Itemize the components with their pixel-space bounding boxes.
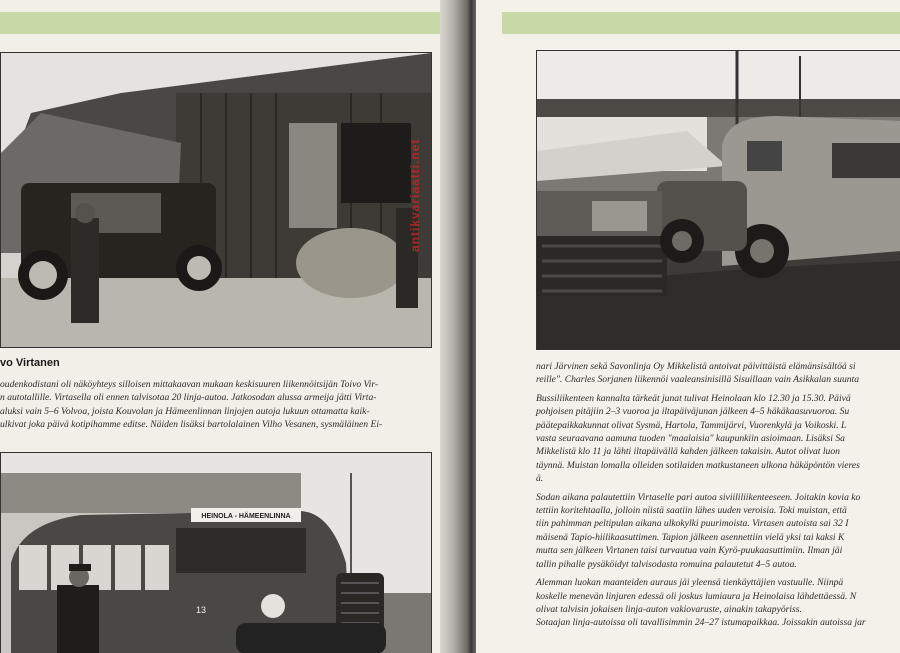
- text-line: reille". Charles Sorjanen liikennöi vaaleansinisillä Sisuillaan vain Asikkalan suunta: [536, 374, 859, 386]
- paragraph: [536, 576, 900, 630]
- header-band: [502, 12, 900, 34]
- text-line: tallin pihalle pysäköidyt talvisodasta romuina palautetut 4–5 autoa.: [536, 558, 797, 570]
- text-line: pohjoisen pitäjiin 2–3 vuoroa ja iltapäiväjunan jälkeen 4–5 häkäkaasuvuoroa. Su: [536, 406, 850, 418]
- bus-photo: [0, 452, 432, 653]
- text-line: Alemman luokan maanteiden auraus jäi yleensä tienkäyttäjien vastuulle. Niinpä: [536, 577, 844, 589]
- text-line: koskelle menevän linjuren edessä oli joskus lumiaura ja Heinolaisa lähdettäessä. N: [536, 590, 857, 602]
- right-page: [476, 0, 900, 653]
- text-line: Bussiliikenteen kannalta tärkeät junat tulivat Heinolaan klo 12.30 ja 15.30. Päivä: [536, 392, 851, 404]
- watermark: antikvariaatti.net: [408, 138, 422, 252]
- paragraph: [536, 491, 900, 571]
- bus-number: 13: [196, 605, 207, 615]
- text-line: n autotallille. Virtasella oli ennen talvisotaa 20 linja-autoa. Jatkosodan alussa armeija jätti Virta-: [0, 392, 377, 404]
- text-line: tettiin koritehtaalla, jolloin niistä saatiin lähes uuden veroisia. Toki muistan, että: [536, 505, 847, 517]
- paragraph: [536, 392, 900, 486]
- text-line: mäisenä Tapio-hiilikaasuttimen. Tapion jälkeen asennettiin vielä yksi tai kaksi K: [536, 531, 845, 543]
- barn-car-photo: [0, 52, 432, 348]
- text-line: ä.: [536, 473, 544, 485]
- section-heading: vo Virtanen: [0, 357, 60, 369]
- paragraph: [536, 360, 900, 387]
- bus-destination-sign: HEINOLA - HÄMEENLINNA: [201, 513, 291, 520]
- text-line: olivat talvisin jokaisen linja-auton vakiovaruste, ainakin takapyöriss.: [536, 603, 802, 615]
- header-band: [0, 12, 440, 34]
- text-line: Sodan aikana palautettiin Virtaselle pari autoa siviililiikenteeseen. Joitakin kovia ko: [536, 491, 861, 503]
- text-line: täynnä. Muistan lomalla olleiden sotilaiden matkustaneen ulkona häkäpöntön vieres: [536, 459, 860, 471]
- text-line: nari Järvinen sekä Savonlinja Oy Mikkelistä antoivat päivittäistä elämänsisältöä si: [536, 361, 856, 372]
- text-line: oudenkodistani oli näköyhteys silloisen mittakaavan mukaan keskisuuren liikennöitsijän Toivo Vir-: [0, 379, 379, 390]
- left-body-text: [0, 378, 430, 432]
- text-line: ulkivat joka päivä kotipihamme editse. Näiden lisäksi bartolalainen Vilho Vesanen, sysmäläinen Ei-: [0, 419, 383, 431]
- text-line: vasta seuraavana aamuna tuoden "maalaisia" kaupunkiin asioimaan. Lisäksi Sa: [536, 433, 845, 445]
- text-line: Mikkelistä klo 11 ja lähti iltapäivällä kahden jälkeen takaisin. Autot olivat luon: [536, 446, 840, 458]
- text-line: aluksi vain 5–6 Volvoa, joista Kouvolan ja Hämeenlinnan linjojen autoja lukuun ottamatta kaik-: [0, 405, 370, 417]
- text-line: päätepaikkakunnat olivat Sysmä, Hartola, Tammijärvi, Vuorenkylä ja Voikoski. L: [536, 419, 847, 431]
- truck-bus-mud-photo: [536, 50, 900, 350]
- text-line: tiin pahimman peltipulan aikana ulkokylki puurimoista. Virtasen autoista sai 32 I: [536, 518, 849, 530]
- right-body-text: [536, 360, 900, 635]
- text-line: mutta sen jälkeen Virtanen taisi turvautua vain Kyrö-puukaasuttimiin. Ilman jäi: [536, 545, 843, 557]
- text-line: Sotaajan linja-autoissa oli tavallisimmin 24–27 istumapaikkaa. Joissakin autoissa jar: [536, 617, 866, 629]
